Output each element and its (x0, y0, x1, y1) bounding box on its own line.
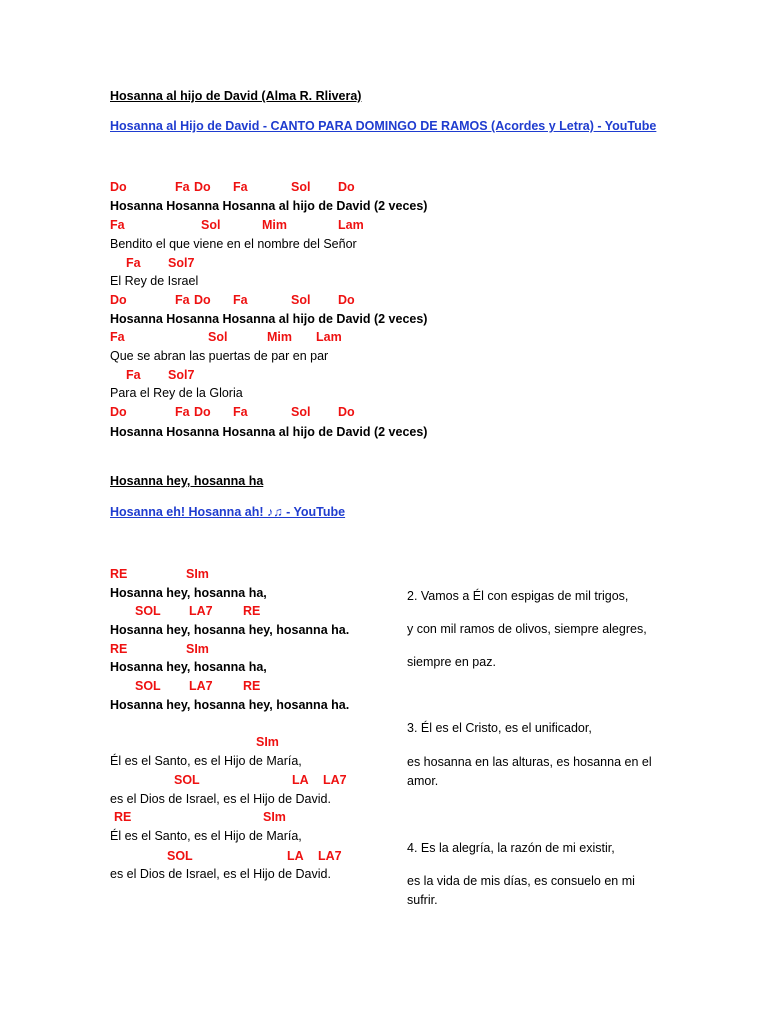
lyric-line: Bendito el que viene en el nombre del Señor (110, 237, 357, 251)
chord: Do (194, 180, 211, 194)
chord: Do (110, 405, 127, 419)
chord: LA7 (189, 679, 213, 693)
lyric-line: Él es el Santo, es el Hijo de María, (110, 754, 302, 768)
chord: Sol7 (168, 368, 195, 382)
lyric-line: es el Dios de Israel, es el Hijo de David. (110, 867, 331, 881)
lyric-line: Para el Rey de la Gloria (110, 386, 243, 400)
lyric-line: Hosanna hey, hosanna ha, (110, 586, 267, 600)
chord: RE (243, 604, 261, 618)
chord: Sol (201, 218, 221, 232)
chord: SOL (174, 773, 200, 787)
chord: SOL (135, 679, 161, 693)
verse-3-line-1: 3. Él es el Cristo, es el unificador, (407, 721, 592, 735)
chord: Sol (291, 293, 311, 307)
chord: Fa (233, 293, 248, 307)
chord: Sol (291, 405, 311, 419)
chord: Fa (233, 405, 248, 419)
chord: Fa (175, 405, 190, 419)
chord: Fa (175, 293, 190, 307)
youtube-link-song2[interactable]: Hosanna eh! Hosanna ah! ♪♫ - YouTube (110, 505, 346, 519)
verse-4-line-2: es la vida de mis días, es consuelo en mi sufrir. (407, 874, 635, 907)
verse-3-line-2: es hosanna en las alturas, es hosanna en el amor. (407, 755, 652, 788)
chord: Sol (291, 180, 311, 194)
lyric-line: es el Dios de Israel, es el Hijo de David. (110, 792, 331, 806)
verse-2-line-3: siempre en paz. (407, 655, 496, 669)
lyric-line: Hosanna hey, hosanna hey, hosanna ha. (110, 698, 350, 712)
chord: Do (194, 293, 211, 307)
chord: Fa (110, 330, 125, 344)
chord: Fa (126, 256, 141, 270)
chord: Sol7 (168, 256, 195, 270)
chord: Fa (126, 368, 141, 382)
youtube-link-song1[interactable]: Hosanna al Hijo de David - CANTO PARA DOMINGO DE RAMOS (Acordes y Letra) - YouTube (110, 119, 657, 133)
chord: Lam (338, 218, 364, 232)
chord: SIm (186, 567, 209, 581)
lyric-line: Él es el Santo, es el Hijo de María, (110, 829, 302, 843)
chord: Sol (208, 330, 228, 344)
lyric-line: Hosanna Hosanna Hosanna al hijo de David (2 veces) (110, 312, 428, 326)
lyric-line: Que se abran las puertas de par en par (110, 349, 329, 363)
chord: SIm (263, 810, 286, 824)
chord: LA7 (318, 849, 342, 863)
lyric-line: Hosanna Hosanna Hosanna al hijo de David (2 veces) (110, 199, 428, 213)
chord: Do (110, 180, 127, 194)
chord: Fa (233, 180, 248, 194)
verse-2-line-1: 2. Vamos a Él con espigas de mil trigos, (407, 589, 629, 603)
chord: SOL (135, 604, 161, 618)
chord: RE (110, 567, 128, 581)
lyric-line: Hosanna hey, hosanna ha, (110, 660, 267, 674)
chord: Do (338, 180, 355, 194)
song-title: Hosanna hey, hosanna ha (110, 474, 264, 488)
chord: Mim (262, 218, 287, 232)
chord: Fa (175, 180, 190, 194)
chord: SIm (186, 642, 209, 656)
chord: RE (243, 679, 261, 693)
verse-2-line-2: y con mil ramos de olivos, siempre alegres, (407, 622, 647, 636)
chord: Lam (316, 330, 342, 344)
chord: SOL (167, 849, 193, 863)
chord: LA7 (323, 773, 347, 787)
chord: Do (338, 405, 355, 419)
chord: LA7 (189, 604, 213, 618)
chord: LA (292, 773, 309, 787)
lyric-line: Hosanna hey, hosanna hey, hosanna ha. (110, 623, 350, 637)
chord: Do (110, 293, 127, 307)
lyric-line: Hosanna Hosanna Hosanna al hijo de David (2 veces) (110, 425, 428, 439)
chord: Do (338, 293, 355, 307)
chord: RE (114, 810, 132, 824)
chord: RE (110, 642, 128, 656)
chord: LA (287, 849, 304, 863)
chord: Do (194, 405, 211, 419)
chord: Mim (267, 330, 292, 344)
chord: Fa (110, 218, 125, 232)
chord: SIm (256, 735, 279, 749)
lyric-line: El Rey de Israel (110, 274, 199, 288)
verse-4-line-1: 4. Es la alegría, la razón de mi existir, (407, 841, 615, 855)
song-title: Hosanna al hijo de David (Alma R. Rlivera) (110, 89, 362, 103)
